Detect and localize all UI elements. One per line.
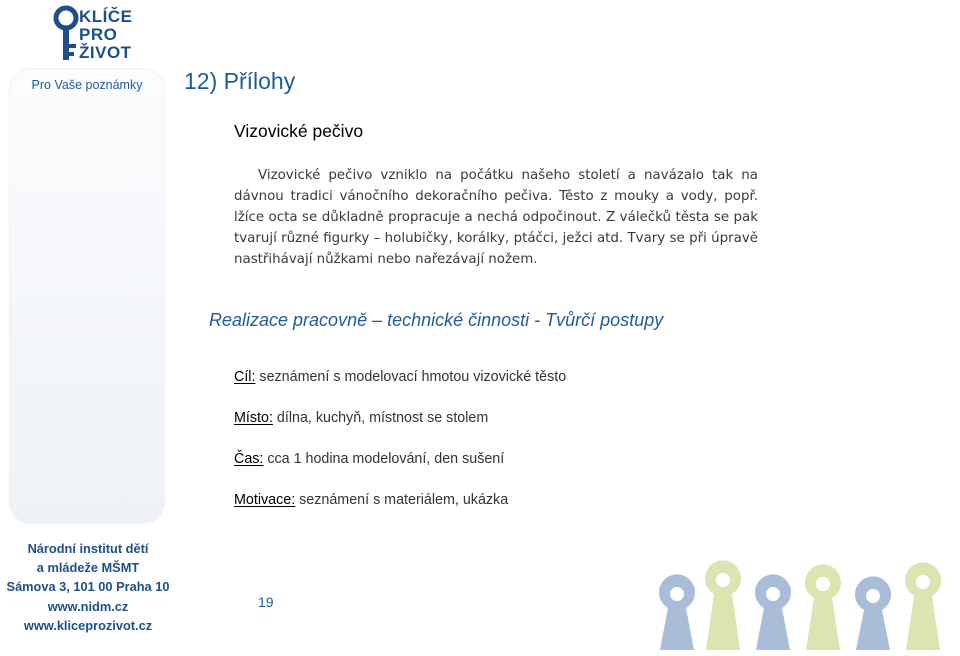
footer-line: a mládeže MŠMT bbox=[36, 560, 140, 576]
key-logo-icon bbox=[56, 8, 76, 60]
info-value: seznámení s materiálem, ukázka bbox=[295, 492, 509, 508]
chapter-title: 12) Přílohy bbox=[184, 68, 296, 94]
keyhole-hole bbox=[716, 573, 730, 587]
keyhole-hole bbox=[670, 587, 684, 601]
section-paragraph: Vizovické pečivo vzniklo na počátku našeho století a navázalo tak na dávnou tradici vánočního dekoračního pečiva. Těsto z mouky a vody, popř. lžíce octa se důkladně propracuje a nechá odpočinout. Z válečků těsta se pak tvarují různé figurky – holubičky, korálky, ptáčci, ježci atd. Tvary se při úpravě nastřihávají nůžkami nebo nařezávají nožem. bbox=[234, 168, 758, 267]
footer-link[interactable]: www.kliceprozivot.cz bbox=[23, 617, 153, 633]
logo-line: ŽIVOT bbox=[79, 43, 132, 62]
keyhole-hole bbox=[916, 575, 930, 589]
info-label: Motivace: bbox=[234, 492, 296, 508]
keyhole-icon bbox=[705, 560, 741, 650]
info-row-place bbox=[234, 410, 488, 426]
footer-line: Sámova 3, 101 00 Praha 10 bbox=[6, 579, 170, 595]
keyhole-icon bbox=[905, 562, 941, 650]
info-value: dílna, kuchyň, místnost se stolem bbox=[272, 410, 489, 426]
info-row-motivation bbox=[234, 492, 508, 508]
footer-link[interactable]: www.nidm.cz bbox=[47, 598, 129, 614]
info-value: seznámení s modelovací hmotou vizovické těsto bbox=[255, 369, 567, 385]
keyhole-icon bbox=[855, 576, 891, 650]
logo-line: KLÍČE bbox=[79, 7, 133, 26]
activity-subtitle: Realizace pracovně – technické činnosti - Tvůrčí postupy bbox=[209, 310, 664, 330]
notes-panel bbox=[9, 68, 165, 524]
info-value: cca 1 hodina modelování, den sušení bbox=[263, 451, 505, 467]
info-label: Čas: bbox=[234, 451, 264, 467]
keyhole-hole bbox=[816, 577, 830, 591]
keyhole-hole bbox=[866, 589, 880, 603]
keyhole-icon bbox=[659, 574, 695, 650]
footer-address bbox=[0, 539, 176, 635]
section-heading: Vizovické pečivo bbox=[234, 121, 364, 141]
footer-line: Národní institut dětí bbox=[27, 541, 149, 556]
keyhole-hole bbox=[766, 587, 780, 601]
logo-wordmark bbox=[79, 8, 133, 62]
notes-title: Pro Vaše poznámky bbox=[31, 78, 143, 92]
keyhole-icon bbox=[805, 564, 841, 650]
logo-line: PRO bbox=[79, 25, 118, 44]
keyhole-shape bbox=[855, 576, 891, 650]
keyhole-shape bbox=[755, 574, 791, 650]
info-row-goal bbox=[234, 369, 566, 385]
info-label: Cíl: bbox=[234, 369, 256, 385]
keyhole-icon bbox=[755, 574, 791, 650]
keyhole-shape bbox=[659, 574, 695, 650]
info-label: Místo: bbox=[234, 410, 273, 426]
keyhole-decoration bbox=[655, 554, 955, 650]
info-row-time bbox=[234, 451, 504, 467]
page-number: 19 bbox=[258, 594, 274, 610]
